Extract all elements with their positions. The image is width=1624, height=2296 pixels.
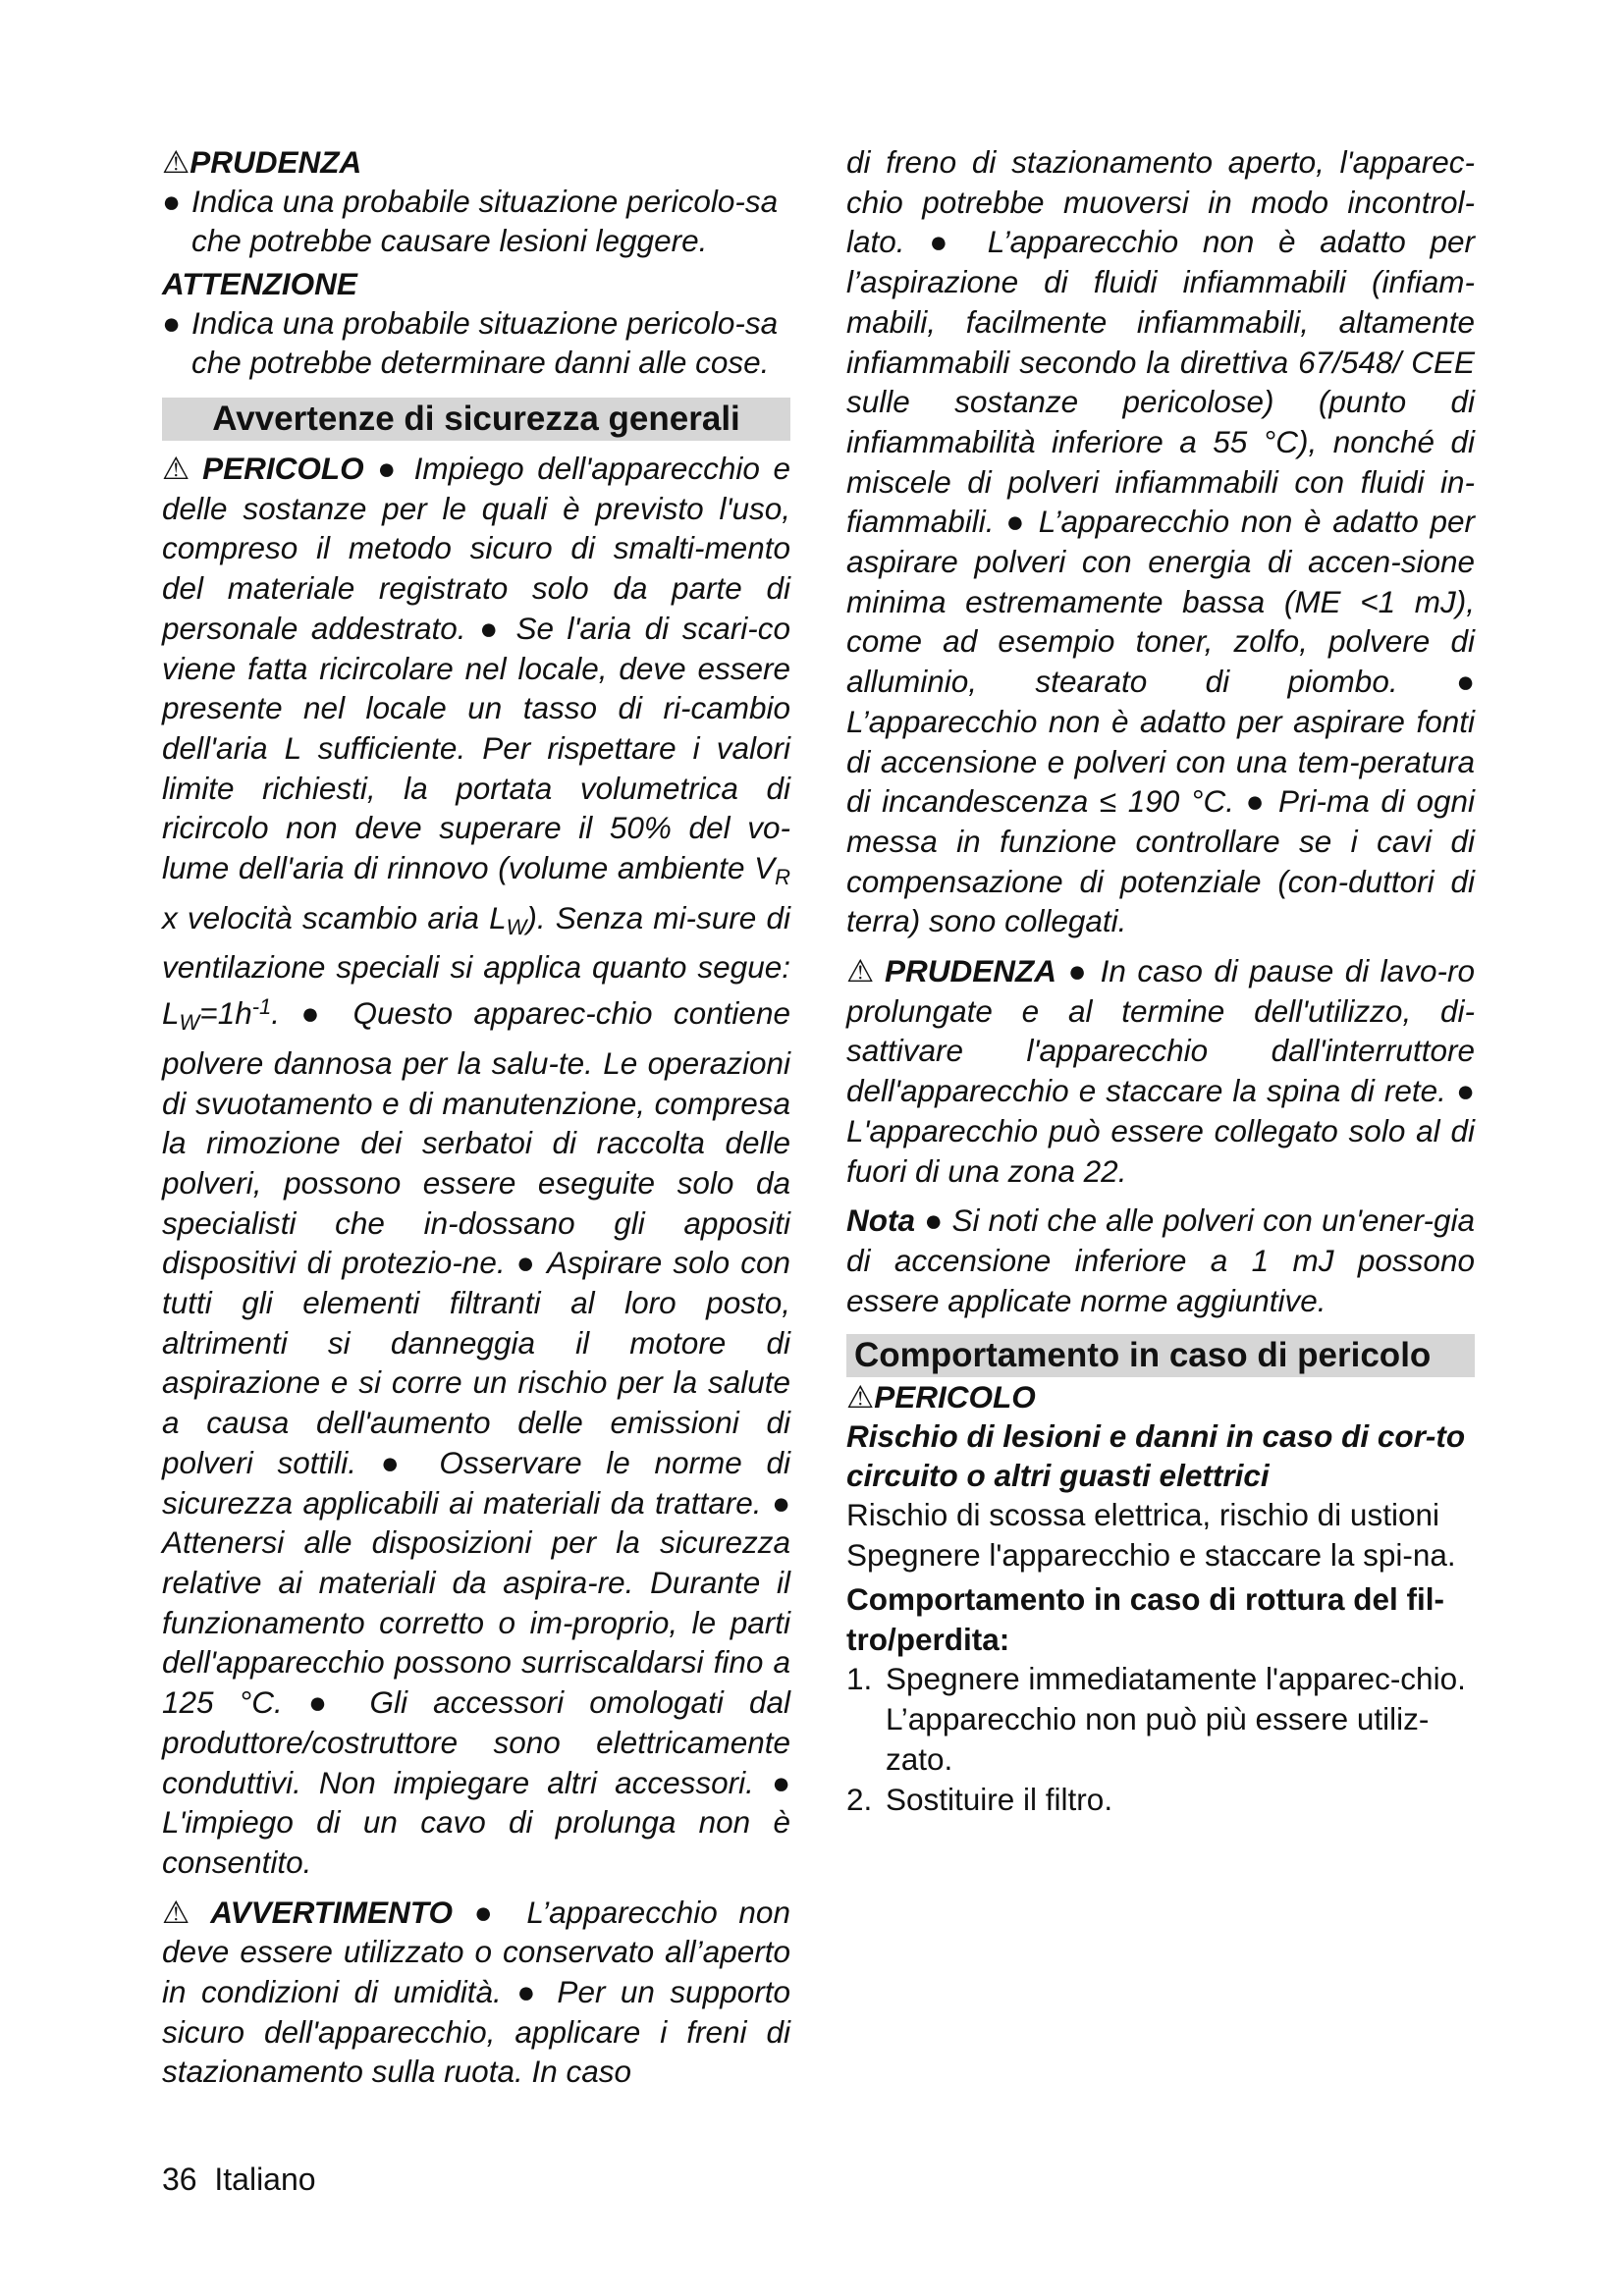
continued-paragraph: di freno di stazionamento aperto, l'apparec-chio potrebbe muoversi in modo incontrol-lato. ● L’apparecchio non è adatto per l’aspirazione di fluidi infiammabili (infiam-mabili, facilmente infiammabili, altamente infiammabili secondo la direttiva 67/548/ CEE sulle sostanze pericolose) (punto di infiammabilità inferiore a 55 °C), nonché di miscele di polveri infiammabili con fluidi in-fiammabili. ● L’apparecchio non è adatto per aspirare polveri con energia di accen-sione minima estremamente bassa (ME <1 mJ), come ad esempio toner, zolfo, polvere di alluminio, stearato di piombo. ● L’apparecchio non è adatto per aspirare fonti di accensione e polveri con una tem-peratura di incandescenza ≤ 190 °C. ● Pri-ma di ogni messa in funzione controllare se i cavi di compensazione di potenziale (con-duttori di terra) sono collegati. <box>846 144 1475 939</box>
warning-triangle-icon: ⚠ <box>846 1379 875 1415</box>
danger2-heading: ⚠PERICOLO <box>846 1379 1036 1415</box>
right-column <box>846 142 1475 1820</box>
attention-heading: ATTENZIONE <box>162 266 357 301</box>
left-column <box>162 142 790 2092</box>
danger2-action-text: Spegnere l'apparecchio e staccare la spi-na. <box>846 1537 1456 1574</box>
step-item: 2. Sostituire il filtro. <box>846 1782 1113 1818</box>
footer-language: Italiano <box>214 2162 316 2197</box>
danger2-risk-text: Rischio di scossa elettrica, rischio di ustioni <box>846 1497 1439 1533</box>
steps-list <box>846 1659 1475 1820</box>
filter-break-heading: Comportamento in caso di rottura del fil-tro/perdita: <box>846 1580 1445 1657</box>
warning-triangle-icon: ⚠ <box>162 144 190 180</box>
caution-heading: ⚠PRUDENZA <box>162 144 362 180</box>
bullet-icon: ● <box>377 451 402 486</box>
section-title-danger-behaviour: Comportamento in caso di pericolo <box>846 1334 1475 1377</box>
section-title-general-safety: Avvertenze di sicurezza generali <box>162 398 790 441</box>
caution2-paragraph: ⚠ PRUDENZA ● In caso di pause di lavo-ro prolungate e al termine dell'utilizzo, di-sattivare l'apparecchio dall'interruttore dell'apparecchio e staccare la spina di rete. ● L'apparecchio può essere collegato solo al di fuori di una zona 22. <box>846 953 1475 1189</box>
bullet-icon: ● <box>473 1894 506 1930</box>
page-footer <box>162 2162 316 2198</box>
bullet-icon: ● <box>162 184 182 219</box>
bullet-icon: ● <box>924 1202 944 1239</box>
step-note: L’apparecchio non può più essere utiliz-zato. <box>886 1701 1430 1778</box>
page-number: 36 <box>162 2162 197 2197</box>
note-paragraph: Nota ● Si noti che alle polveri con un'ener-gia di accensione inferiore a 1 mJ possono essere applicate norme aggiuntive. <box>846 1202 1475 1318</box>
bullet-icon: ● <box>1067 953 1090 989</box>
bullet-icon: ● <box>162 305 182 341</box>
caution-description: ● Indica una probabile situazione pericolo-sa che potrebbe causare lesioni leggere. <box>162 184 779 258</box>
danger2-subheading: Rischio di lesioni e danni in caso di cor-to circuito o altri guasti elettrici <box>846 1418 1466 1494</box>
danger-paragraph: ⚠ PERICOLO ● Impiego dell'apparecchio e delle sostanze per le quali è previsto l'uso, compreso il metodo sicuro di smalti-mento del materiale registrato solo da parte di personale addestrato. ● Se l'aria di scari-co viene fatta ricircolare nel locale, deve essere presente nel locale un tasso di ri-cambio dell'aria L sufficiente. Per rispettare i valori limite richiesti, la portata volumetrica di ricircolo non deve superare il 50% del vo-lume dell'aria di rinnovo (volume ambiente $V_R$ x velocità scambio aria $L_W$). Senza mi-sure di ventilazione speciali si applica quanto segue: $L_W=1h^{-1}$. ● Questo apparec-chio contiene polvere dannosa per la salu-te. Le operazioni di svuotamento e di manutenzione, compresa la rimozione dei serbatoi di raccolta delle polveri, possono essere eseguite solo da specialisti che in-dossano gli appositi dispositivi di protezio-ne. ● Aspirare solo con tutti gli elementi filtranti al loro posto, altrimenti si danneggia il motore di aspirazione e si corre un rischio per la salute a causa dell'aumento delle emissioni di polveri sottili. ● Osservare le norme di sicurezza applicabili ai materiali da trattare. ● Attenersi alle disposizioni per la sicurezza relative ai materiali da aspira-re. Durante il funzionamento corretto o im-proprio, le parti dell'apparecchio possono surriscaldarsi fino a 125 °C. ● Gli accessori omologati dal produttore/costruttore sono elettricamente conduttivi. Non impiegare altri accessori. ● L'impiego di un cavo di prolunga non è consentito. <box>162 451 790 1880</box>
attention-description: ● Indica una probabile situazione pericolo-sa che potrebbe determinare danni alle cose. <box>162 305 779 380</box>
warning-triangle-icon: ⚠ <box>846 953 877 989</box>
warning-triangle-icon: ⚠ <box>162 1894 203 1930</box>
warning-triangle-icon: ⚠ <box>162 451 195 486</box>
step-item: 1. Spegnere immediatamente l'apparec-chio. <box>846 1661 1466 1697</box>
warning-paragraph: ⚠ AVVERTIMENTO ● L’apparecchio non deve essere utilizzato o conservato all’aperto in condizioni di umidità. ● Per un supporto sicuro dell'apparecchio, applicare i freni di stazionamento sulla ruota. In caso <box>162 1894 790 2090</box>
